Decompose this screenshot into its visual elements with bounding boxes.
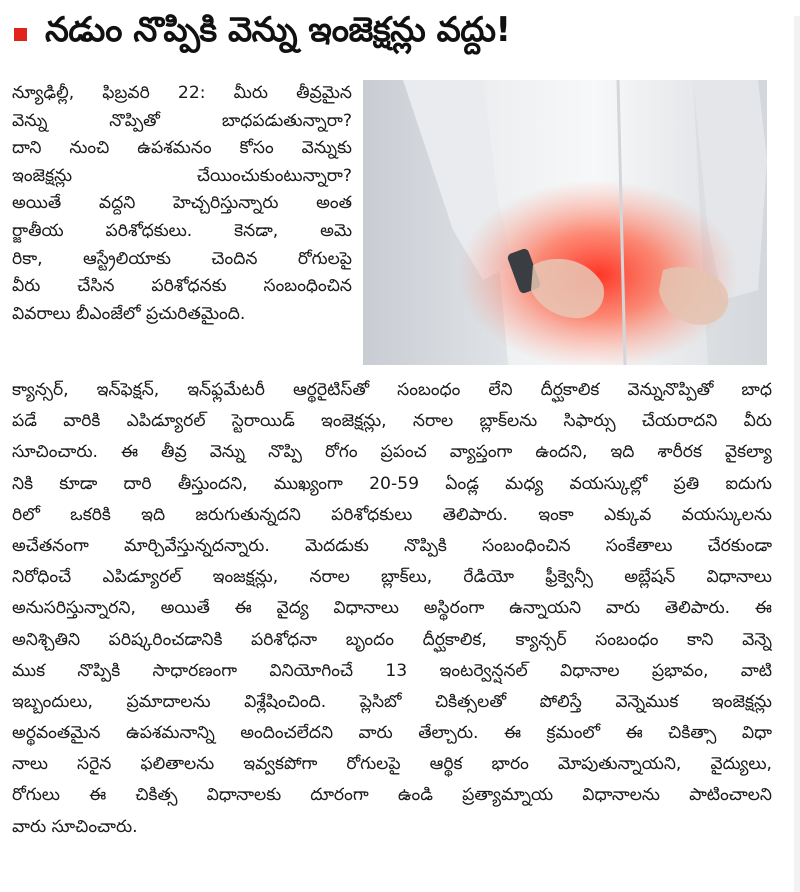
- body-line: అర్థవంతమైన ఉపశమనాన్ని అందించలేదని వారు తేల్చారు. ఈ క్రమంలో ఈ చికిత్సా విధా: [12, 723, 772, 744]
- body-line: నికి కూడా దారి తీస్తుందని, ముఖ్యంగా 20-59 ఏండ్ల మధ్య వయస్కుల్లో ప్రతి ఐదుగు: [12, 473, 772, 494]
- lead-line: రికా, ఆస్ట్రేలియాకు చెందిన రోగులపై: [12, 248, 352, 269]
- red-square-bullet-icon: [14, 28, 27, 41]
- body-line: ఇబ్బందులు, ప్రమాదాలను విశ్లేషించింది. ప్లెసిబో చికిత్సలతో పోలిస్తే వెన్నెముక ఇంజెక్షన్లు: [12, 691, 772, 712]
- body-line: పడే వారికి ఎపిడ్యూరల్ స్టెరాయిడ్ ఇంజెక్షన్లు, నరాల బ్లాక్‌లను సిఫార్సు చేయరాదని వీరు: [12, 411, 772, 432]
- lead-line: న్యూఢిల్లీ, ఫిబ్రవరి 22: మీరు తీవ్రమైన: [12, 83, 352, 103]
- body-line: వారు సూచించారు.: [12, 816, 138, 837]
- page-edge: [794, 16, 800, 892]
- body-line: అచేతనంగా మార్చివేస్తున్నదన్నారు. మెదడుకు నొప్పికి సంబంధించిన సంకేతాలు చేరకుండా: [12, 535, 772, 556]
- body-line: క్యాన్సర్, ఇన్‌ఫెక్షన్, ఇన్‌ఫ్లమేటరీ ఆర్థరైటిస్‌తో సంబంధం లేని దీర్ఘకాలిక వెన్నునొప్పితో బాధ: [12, 380, 772, 400]
- lead-line: అయితే వద్దని హెచ్చరిస్తున్నారు అంత: [12, 193, 352, 214]
- body-line: అనుసరిస్తున్నారని, అయితే ఈ వైద్య విధానాలు అస్థిరంగా ఉన్నాయని వారు తెలిపారు. ఈ: [12, 598, 772, 619]
- body-line: నిరోధించే ఎపిడ్యూరల్ ఇంజక్షన్లు, నరాల బ్లాక్‌లు, రేడియో ఫ్రీక్వెన్సీ అబ్లేషన్ విధానాలు: [12, 567, 772, 588]
- lead-line: ర్జాతీయ పరిశోధకులు. కెనడా, అమె: [12, 220, 352, 241]
- article-lead-column: [12, 80, 352, 328]
- back-pain-photo: [363, 80, 767, 365]
- lead-line: దాని నుంచి ఉపశమనం కోసం వెన్నుకు: [12, 138, 352, 159]
- headline: నడుం నొప్పికి వెన్ను ఇంజెక్షన్లు వద్దు!: [45, 10, 511, 50]
- body-line: రిలో ఒకరికి ఇది జరుగుతున్నదని పరిశోధకులు తెలిపారు. ఇంకా ఎక్కువ వయస్కులను: [12, 504, 772, 525]
- lead-line: ఇంజెక్షన్లు చేయించుకుంటున్నారా?: [12, 165, 352, 186]
- headline-bar: [0, 0, 800, 68]
- body-line: సూచించారు. ఈ తీవ్ర వెన్ను నొప్పి రోగం ప్రపంచ వ్యాప్తంగా ఉందని, ఇది శారీరక వైకల్యా: [12, 442, 772, 463]
- body-line: ముక నొప్పికి సాధారణంగా వినియోగించే 13 ఇంటర్వెన్షనల్ విధానాల ప్రభావం, వాటి: [12, 660, 772, 681]
- lead-line: వెన్ను నొప్పితో బాధపడుతున్నారా?: [12, 110, 352, 131]
- back-pain-illustration-icon: [363, 80, 767, 365]
- article-body: [12, 375, 772, 843]
- body-line: నాలు సరైన ఫలితాలను ఇవ్వకపోగా రోగులపై ఆర్థిక భారం మోపుతున్నాయని, వైద్యులు,: [12, 754, 772, 775]
- lead-line: వివరాలు బీఎంజేలో ప్రచురితమైంది.: [12, 303, 246, 324]
- body-line: అనిశ్చితిని పరిష్కరించడానికి పరిశోధనా బృందం దీర్ఘకాలిక, క్యాన్సర్ సంబంధం కాని వెన్నె: [12, 629, 772, 650]
- lead-line: వీరు చేసిన పరిశోధనకు సంబంధించిన: [12, 276, 352, 297]
- body-line: రోగులు ఈ చికిత్స విధానాలకు దూరంగా ఉండి ప్రత్యామ్నాయ విధానాలను పాటించాలని: [12, 785, 772, 806]
